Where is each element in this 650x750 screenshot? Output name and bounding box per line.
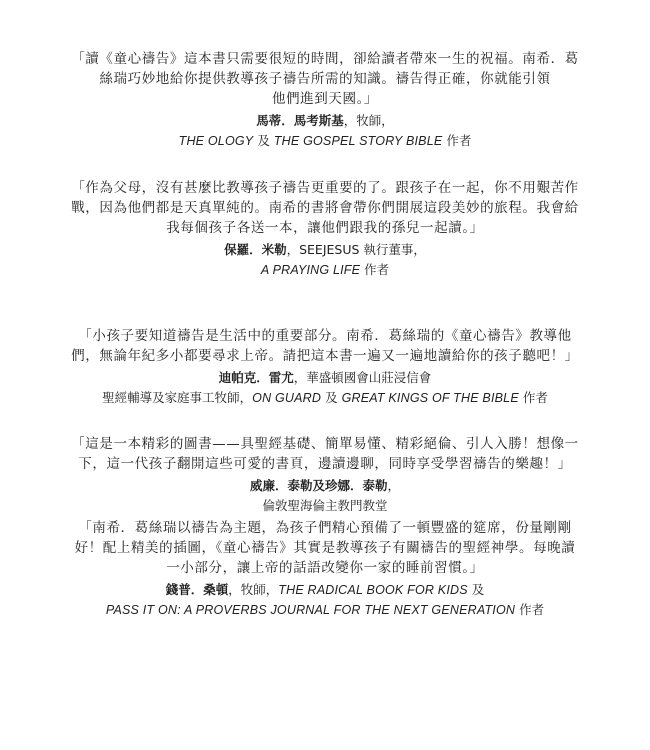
quote-line: 我每個孩子各送一本，讓他們跟我的孫兒一起讀。」 (166, 220, 484, 236)
quote-line: 絲瑞巧妙地給你提供教導孩子禱告所需的知識。禱告得正確，你就能引領 (99, 71, 551, 87)
attrib-text: 作者 (442, 133, 472, 148)
attrib-text: 及 (321, 390, 342, 405)
endorser-name: 保羅．米勒 (224, 242, 287, 257)
endorser-attribution (55, 111, 595, 151)
endorser-name: 馬蒂．馬考斯基 (256, 113, 344, 128)
quote-line: 「這是一本精彩的圖書——具聖經基礎、簡單易懂、精彩絕倫、引人入勝！想像一 (71, 436, 579, 452)
endorser-role: ，牧師， (343, 113, 394, 128)
endorsement-4 (55, 434, 595, 516)
endorsement-2 (55, 178, 595, 280)
endorser-role: ，華盛頓國會山莊浸信會 (293, 370, 432, 385)
endorser-role: ， (387, 478, 401, 493)
attrib-text: 作者 (515, 602, 545, 617)
endorser-name: 迪帕克．雷尤 (218, 370, 294, 385)
quote-line: 「小孩子要知道禱告是生活中的重要部分。南希．葛絲瑞的《童心禱告》教導他 (78, 328, 572, 344)
quote-line: 好！配上精美的插圖，《童心禱告》其實是教導孩子有關禱告的聖經神學。每晚讀 (74, 540, 576, 556)
attrib-text: 作者 (518, 390, 548, 405)
attrib-text: 作者 (360, 262, 390, 277)
book-title: PASS IT ON: A PROVERBS JOURNAL FOR THE NEXT GENERATION (105, 603, 516, 617)
book-title: THE OLOGY (178, 134, 254, 148)
endorsement-quote (55, 49, 595, 109)
quote-line: 一小部分，讓上帝的話語改變你一家的睡前習慣。」 (166, 560, 484, 576)
book-title: THE GOSPEL STORY BIBLE (273, 134, 443, 148)
book-title: THE RADICAL BOOK FOR KIDS (278, 583, 468, 597)
quote-line: 戰，因為他們都是天真單純的。南希的書將會帶你們開展這段美妙的旅程。我會給 (71, 200, 579, 216)
endorser-attribution (55, 240, 595, 280)
endorser-name: 錢普．桑頓 (165, 582, 229, 597)
attrib-text: 倫敦聖海倫主教門教堂 (262, 498, 388, 513)
endorsement-quote (55, 326, 595, 366)
endorser-name: 威廉．泰勒及珍娜．泰勒 (249, 478, 388, 493)
attrib-text: 及 (467, 582, 485, 597)
endorsement-quote (55, 434, 595, 474)
quote-line: 下，這一代孩子翻開這些可愛的書頁，邊讀邊聊，同時享受學習禱告的樂趣！」 (78, 456, 572, 472)
book-title: ON GUARD (252, 391, 322, 405)
book-title: A PRAYING LIFE (260, 263, 361, 277)
quote-line: 「南希．葛絲瑞以禱告為主題，為孩子們精心預備了一頓豐盛的筵席，份量剛剛 (78, 520, 572, 536)
endorser-role: ，SEEJESUS 執行董事， (286, 242, 426, 257)
endorsement-3 (55, 326, 595, 408)
endorsement-quote (55, 518, 595, 578)
endorser-attribution (55, 580, 595, 620)
attrib-text: 聖經輔導及家庭事工牧師， (102, 390, 253, 405)
quote-line: 「作為父母，沒有甚麼比教導孩子禱告更重要的了。跟孩子在一起，你不用艱苦作 (71, 180, 579, 196)
endorsement-quote (55, 178, 595, 238)
quote-line: 們，無論年紀多小都要尋求上帝。請把這本書一遍又一遍地讀給你的孩子聽吧！」 (71, 348, 579, 364)
endorsement-1 (55, 49, 595, 151)
quote-line: 「讀《童心禱告》這本書只需要很短的時間，卻給讀者帶來一生的祝福。南希．葛 (71, 51, 579, 67)
quote-line: 他們進到天國。」 (271, 91, 379, 107)
book-title: GREAT KINGS OF THE BIBLE (341, 391, 519, 405)
endorser-attribution (55, 476, 595, 516)
endorser-role: ，牧師， (228, 582, 279, 597)
endorser-attribution (55, 368, 595, 408)
attrib-text: 及 (253, 133, 274, 148)
endorsement-5 (55, 518, 595, 620)
